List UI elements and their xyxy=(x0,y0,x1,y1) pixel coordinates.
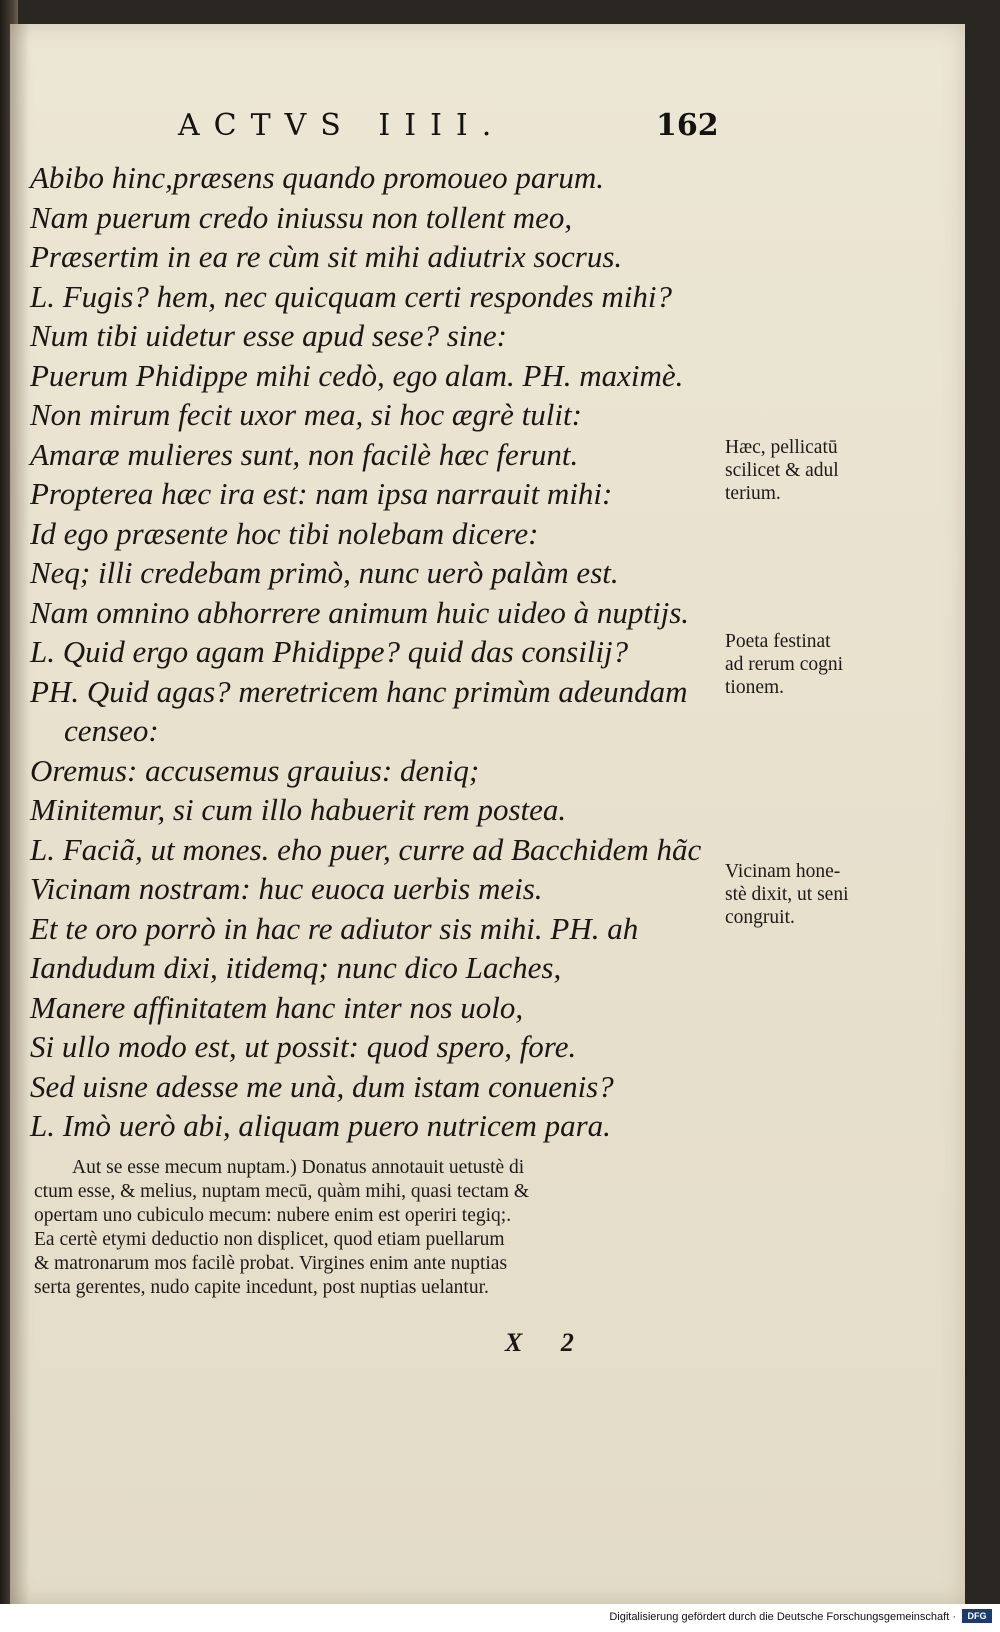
verse-line: Puerum Phidippe mihi cedò, ego alam. PH. maximè. xyxy=(30,357,684,393)
verse-line: Minitemur, si cum illo habuerit rem postea. xyxy=(30,792,567,827)
digitization-credit: Digitalisierung gefördert durch die Deutsche Forschungsgemeinschaft · xyxy=(609,1611,956,1623)
margin-note xyxy=(725,630,905,699)
footnote-line: serta gerentes, nudo capite incedunt, post nuptias uelantur. xyxy=(34,1277,489,1298)
footnote-line: Aut se esse mecum nuptam.) Donatus annotauit uetustè di xyxy=(72,1157,525,1178)
verse-line: Nam omnino abhorrere animum huic uideo à nuptijs. xyxy=(30,594,690,630)
verse-line: Non mirum fecit uxor mea, si hoc ægrè tulit: xyxy=(30,397,582,432)
dfg-logo: DFG xyxy=(962,1609,992,1623)
verse-line: Si ullo modo est, ut possit: quod spero, fore. xyxy=(30,1029,577,1064)
verse-line: Vicinam nostram: huc euoca uerbis meis. xyxy=(30,871,543,906)
verse-line: Neq; illi credebam primò, nunc uerò palàm est. xyxy=(30,555,619,590)
margin-note-line: tionem. xyxy=(725,677,785,698)
margin-note-line: Poeta festinat xyxy=(725,631,831,652)
footnote-line: & matronarum mos facilè probat. Virgines enim ante nuptias xyxy=(34,1253,508,1274)
verse-line: Num tibi uidetur esse apud sese? sine: xyxy=(30,318,508,353)
verse-line: Propterea hæc ira est: nam ipsa narrauit mihi: xyxy=(30,476,613,511)
footnote-line: opertam uno cubiculo mecum: nubere enim est operiri tegiq;. xyxy=(34,1205,512,1226)
page-number: 162 xyxy=(656,108,719,143)
verse-line: Et te oro porrò in hac re adiutor sis mihi. PH. ah xyxy=(30,910,639,946)
verse-line: L. Fugis? hem, nec quicquam certi respondes mihi? xyxy=(30,278,673,314)
margin-note-line: stè dixit, ut seni xyxy=(725,884,849,905)
verse-line: Oremus: accusemus grauius: deniq; xyxy=(30,752,480,788)
margin-note-line: congruit. xyxy=(725,907,795,928)
margin-note-line: ad rerum cogni xyxy=(725,654,844,675)
verse-line: L. Imò uerò abi, aliquam puero nutricem para. xyxy=(30,1108,611,1143)
verse-line: Id ego præsente hoc tibi nolebam dicere: xyxy=(30,515,539,551)
margin-note-line: Hæc, pellicatū xyxy=(725,437,838,458)
margin-note-line: Vicinam hone- xyxy=(725,861,841,882)
margin-note-line: scilicet & adul xyxy=(725,460,839,481)
margin-note xyxy=(725,436,905,505)
footnote-line: Ea certè etymi deductio non displicet, quod etiam puellarum xyxy=(34,1229,505,1250)
signature-mark: X 2 xyxy=(505,1328,590,1357)
verse-block xyxy=(30,158,730,1146)
footnote-line: ctum esse, & melius, nuptam mecū, quàm mihi, quasi tectam & xyxy=(34,1181,529,1202)
verse-line: Abibo hinc,præsens quando promoueo parum. xyxy=(30,160,605,195)
verse-line: L. Faciã, ut mones. eho puer, curre ad Bacchidem hãc xyxy=(30,831,702,867)
verse-line: Sed uisne adesse me unà, dum istam conuenis? xyxy=(30,1068,614,1104)
verse-line: Præsertim in ea re cùm sit mihi adiutrix socrus. xyxy=(30,239,623,274)
verse-line: Manere affinitatem hanc inter nos uolo, xyxy=(30,989,524,1025)
verse-line: Amaræ mulieres sunt, non facilè hæc ferunt. xyxy=(30,436,579,472)
commentary-footnote xyxy=(34,1156,739,1300)
margin-note-line: terium. xyxy=(725,483,781,504)
verse-line: L. Quid ergo agam Phidippe? quid das consilij? xyxy=(30,634,629,669)
running-title: ACTVS IIII. xyxy=(178,108,506,143)
verse-line: Iandudum dixi, itidemq; nunc dico Laches, xyxy=(30,950,562,985)
verse-line: Nam puerum credo iniussu non tollent meo, xyxy=(30,199,573,235)
verse-line: PH. Quid agas? meretricem hanc primùm adeundam xyxy=(30,673,688,709)
margin-note xyxy=(725,860,905,929)
verse-line-continuation: censeo: xyxy=(64,713,159,748)
